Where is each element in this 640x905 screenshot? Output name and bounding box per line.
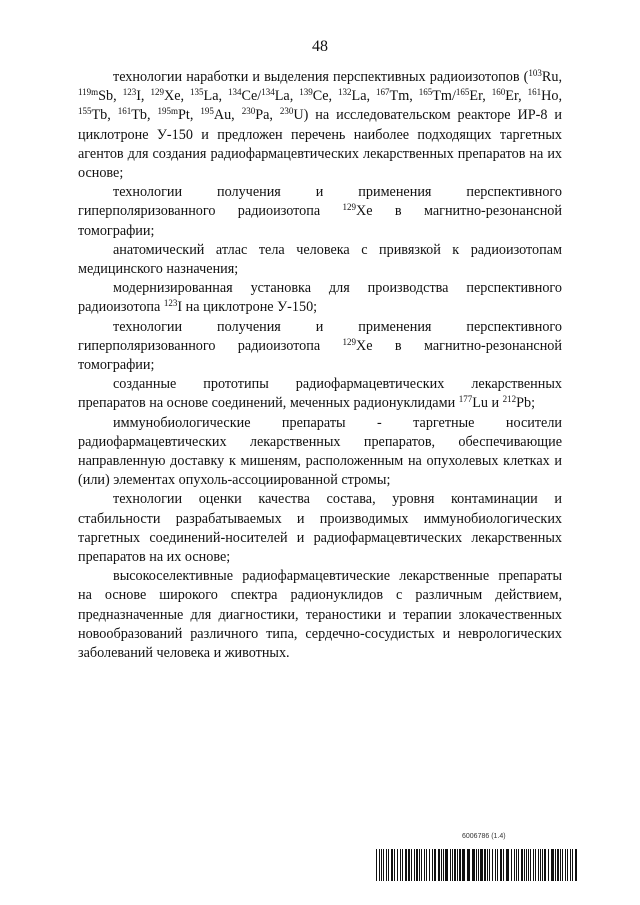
paragraph-text: Er, xyxy=(505,88,528,105)
list-paragraph xyxy=(78,183,562,241)
paragraph-text: иммунобиологические препараты - таргетные носители радиофармацевтических лекарственных препаратов, обеспечивающие направленную доставку к мишеням, расположенным на опухолевых клетках и (или) элементах опухоль-ассоциированной стромы; xyxy=(78,414,562,489)
isotope-mass-number: 230 xyxy=(241,106,256,117)
isotope-mass-number: 195 xyxy=(200,106,214,117)
isotope-mass-number: 129 xyxy=(150,87,164,98)
paragraph-text: анатомический атлас тела человека с привязкой к радиоизотопам медицинского назначения; xyxy=(78,241,562,278)
page-number: 48 xyxy=(312,38,328,55)
list-paragraph xyxy=(78,241,562,279)
list-paragraph xyxy=(78,375,562,413)
paragraph-text: Au, xyxy=(213,107,242,124)
paragraph-text: Pt, xyxy=(178,107,201,124)
paragraph-text: высокоселективные радиофармацевтические лекарственные препараты на основе широкого спектра радионуклидов с различным действием, предназначенные для диагностики, тераностики и терапии злокачественных новообразований различного типа, сердечно-сосудистых и неврологических заболеваний человека и животных. xyxy=(78,568,562,662)
paragraph-text: Ce/ xyxy=(241,88,262,105)
paragraph-text: La, xyxy=(203,88,229,105)
paragraph-text: I на циклотроне У-150; xyxy=(177,299,318,316)
isotope-mass-number: 129 xyxy=(342,336,356,347)
isotope-mass-number: 165 xyxy=(455,87,470,98)
paragraph-text: Xe в магнитно-резонансной томографии; xyxy=(78,203,562,239)
paragraph-text: модернизированная установка для производства перспективного радиоизотопа xyxy=(78,280,562,316)
isotope-mass-number: 165 xyxy=(418,87,433,98)
isotope-mass-number: 134 xyxy=(261,87,275,98)
isotope-mass-number: 139 xyxy=(299,87,313,98)
isotope-mass-number: 123 xyxy=(163,298,178,309)
paragraph-text: Tb, xyxy=(131,107,158,124)
isotope-mass-number: 212 xyxy=(502,394,517,405)
paragraph-text: Pa, xyxy=(255,107,280,124)
paragraph-text: Ho, xyxy=(541,88,563,105)
isotope-mass-number: 195m xyxy=(157,106,179,117)
isotope-mass-number: 103 xyxy=(528,68,542,78)
document-body xyxy=(78,68,562,663)
paragraph-text: La, xyxy=(274,88,300,105)
list-paragraph xyxy=(78,279,562,317)
isotope-mass-number: 135 xyxy=(190,87,204,98)
isotope-mass-number: 177 xyxy=(458,394,473,405)
list-paragraph xyxy=(78,567,562,663)
paragraph-text: Er, xyxy=(469,88,492,105)
paragraph-text: технологии наработки и выделения перспективных радиоизотопов ( xyxy=(113,69,529,85)
paragraph-text: Lu и xyxy=(472,395,503,412)
list-paragraph xyxy=(78,490,562,567)
list-paragraph xyxy=(78,414,562,491)
paragraph-text: Tm, xyxy=(389,88,419,105)
list-paragraph xyxy=(78,318,562,376)
paragraph-text: I, xyxy=(136,88,151,105)
paragraph-text: Ru, xyxy=(541,69,562,85)
barcode-image xyxy=(376,849,578,881)
isotope-mass-number: 161 xyxy=(527,87,542,98)
paragraph-text: технологии получения и применения перспективного гиперполяризованного радиоизотопа xyxy=(78,184,562,220)
paragraph-text: Pb; xyxy=(516,395,536,412)
isotope-mass-number: 155 xyxy=(78,106,92,117)
paragraph-text: Xe в магнитно-резонансной томографии; xyxy=(78,337,562,374)
isotope-mass-number: 129 xyxy=(342,202,356,213)
isotope-mass-number: 119m xyxy=(78,87,99,98)
isotope-mass-number: 123 xyxy=(122,87,137,98)
barcode-block xyxy=(372,833,578,885)
paragraph-text: технологии получения и применения перспективного гиперполяризованного радиоизотопа xyxy=(78,318,562,354)
isotope-mass-number: 161 xyxy=(117,106,132,117)
isotope-mass-number: 160 xyxy=(491,87,506,98)
paragraph-text: технологии оценки качества состава, уровня контаминации и стабильности разрабатываемых и производимых иммунобиологических таргетных соединений-носителей и радиофармацевтических лекарственных препаратов на их основе; xyxy=(78,491,562,566)
paragraph-text: созданные прототипы радиофармацевтических лекарственных препаратов на основе соединений, меченных радионуклидами xyxy=(78,376,562,412)
paragraph-text: Sb, xyxy=(98,88,123,105)
paragraph-text: Xe, xyxy=(163,88,191,105)
isotope-mass-number: 167 xyxy=(376,87,390,98)
paragraph-text: La, xyxy=(351,88,377,105)
list-paragraph xyxy=(78,68,562,183)
paragraph-text: Tm/ xyxy=(432,88,456,105)
paragraph-text: Tb, xyxy=(91,107,118,124)
barcode-caption: 6006786 (1.4) xyxy=(462,833,506,840)
isotope-mass-number: 134 xyxy=(228,87,242,98)
isotope-mass-number: 132 xyxy=(338,87,352,98)
paragraph-text: U) на исследовательском реакторе ИР-8 и циклотроне У-150 и предложен перечень наиболее подходящих таргетных агентов для создания радиофармацевтических лекарственных препаратов на их основе; xyxy=(78,107,563,182)
paragraph-text: Ce, xyxy=(312,88,339,105)
isotope-mass-number: 230 xyxy=(279,106,294,117)
